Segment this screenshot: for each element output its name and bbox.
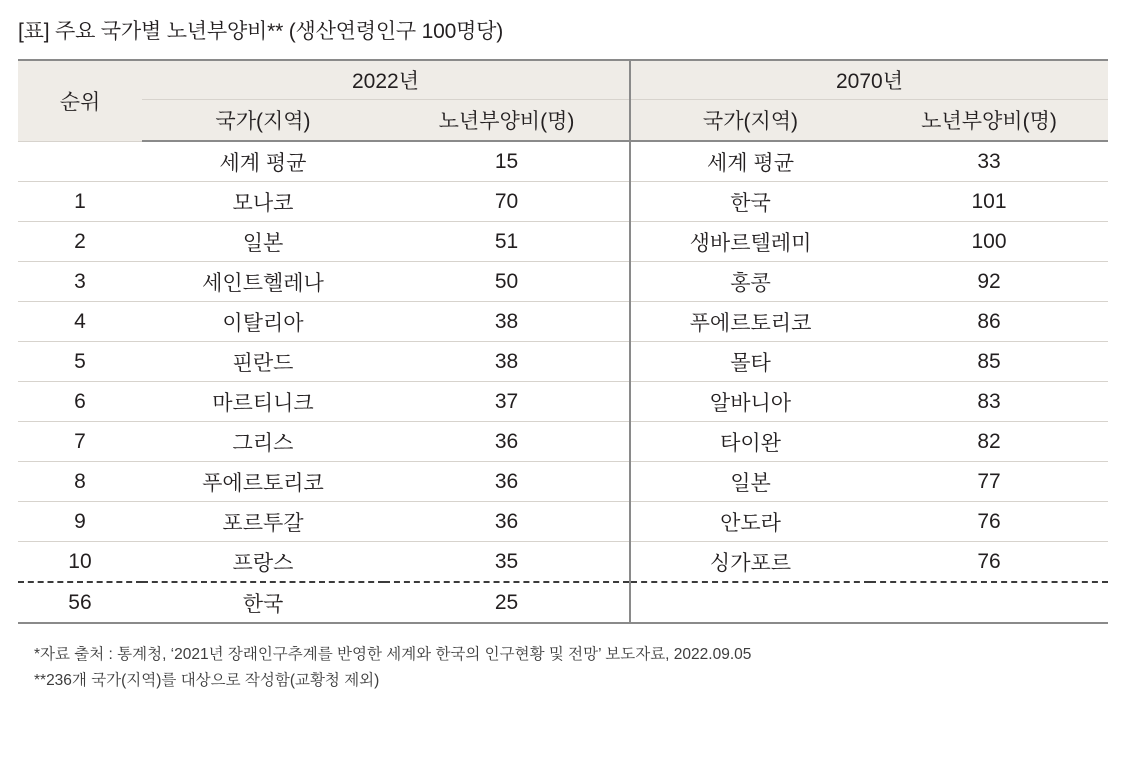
cell-country-2070: 몰타 (630, 342, 870, 382)
cell-country-2022: 핀란드 (142, 342, 384, 382)
table-row (18, 422, 1108, 462)
cell-country-2070: 싱가포르 (630, 542, 870, 583)
cell-ratio-2022: 38 (384, 342, 630, 382)
cell-ratio-2022: 15 (384, 141, 630, 182)
cell-ratio-2022: 70 (384, 182, 630, 222)
cell-rank: 3 (18, 262, 142, 302)
cell-ratio-2070: 101 (870, 182, 1108, 222)
column-header-group-2070: 2070년 (630, 60, 1108, 100)
cell-ratio-2070: 92 (870, 262, 1108, 302)
cell-rank: 1 (18, 182, 142, 222)
cell-country-2070: 생바르텔레미 (630, 222, 870, 262)
footnote-source: *자료 출처 : 통계청, ‘2021년 장래인구추계를 반영한 세계와 한국의 인구현황 및 전망’ 보도자료, 2022.09.05 (34, 646, 752, 664)
cell-rank: 5 (18, 342, 142, 382)
cell-country-2022: 모나코 (142, 182, 384, 222)
table-row (18, 382, 1108, 422)
cell-ratio-2070: 76 (870, 542, 1108, 583)
cell-country-2022: 프랑스 (142, 542, 384, 583)
cell-country-2070: 푸에르토리코 (630, 302, 870, 342)
table-row (18, 262, 1108, 302)
table-header-sub-row (18, 100, 1108, 142)
cell-ratio-2022: 36 (384, 502, 630, 542)
cell-ratio-2070: 76 (870, 502, 1108, 542)
table-row (18, 502, 1108, 542)
cell-ratio-2070: 82 (870, 422, 1108, 462)
cell-ratio-2070 (870, 582, 1108, 623)
column-header-country-2070: 국가(지역) (630, 100, 870, 142)
cell-ratio-2070: 100 (870, 222, 1108, 262)
column-header-group-2022: 2022년 (142, 60, 630, 100)
cell-ratio-2022: 50 (384, 262, 630, 302)
cell-country-2022: 푸에르토리코 (142, 462, 384, 502)
column-header-country-2022: 국가(지역) (142, 100, 384, 142)
cell-rank (18, 141, 142, 182)
cell-ratio-2022: 37 (384, 382, 630, 422)
table-row (18, 582, 1108, 623)
cell-ratio-2022: 36 (384, 422, 630, 462)
cell-ratio-2070: 77 (870, 462, 1108, 502)
table-header-group-row (18, 60, 1108, 100)
cell-ratio-2022: 36 (384, 462, 630, 502)
cell-country-2070: 한국 (630, 182, 870, 222)
cell-rank: 6 (18, 382, 142, 422)
cell-country-2022: 한국 (142, 582, 384, 623)
cell-country-2070: 세계 평균 (630, 141, 870, 182)
cell-country-2022: 세계 평균 (142, 141, 384, 182)
cell-country-2022: 포르투갈 (142, 502, 384, 542)
cell-country-2022: 마르티니크 (142, 382, 384, 422)
cell-ratio-2022: 51 (384, 222, 630, 262)
cell-rank: 10 (18, 542, 142, 583)
table-row (18, 222, 1108, 262)
footnotes (34, 642, 1094, 693)
table-row (18, 302, 1108, 342)
old-age-dependency-table (18, 59, 1108, 624)
cell-country-2070: 타이완 (630, 422, 870, 462)
cell-country-2070: 알바니아 (630, 382, 870, 422)
cell-ratio-2070: 86 (870, 302, 1108, 342)
cell-ratio-2070: 33 (870, 141, 1108, 182)
cell-rank: 56 (18, 582, 142, 623)
cell-rank: 2 (18, 222, 142, 262)
cell-country-2022: 일본 (142, 222, 384, 262)
table-row (18, 342, 1108, 382)
cell-country-2070 (630, 582, 870, 623)
cell-country-2070: 홍콩 (630, 262, 870, 302)
table-row (18, 141, 1108, 182)
cell-country-2070: 일본 (630, 462, 870, 502)
table-row (18, 542, 1108, 583)
cell-country-2022: 그리스 (142, 422, 384, 462)
cell-ratio-2070: 85 (870, 342, 1108, 382)
footnote-scope: **236개 국가(지역)를 대상으로 작성함(교황청 제외) (34, 671, 380, 689)
cell-country-2070: 안도라 (630, 502, 870, 542)
cell-rank: 8 (18, 462, 142, 502)
cell-ratio-2022: 38 (384, 302, 630, 342)
cell-ratio-2070: 83 (870, 382, 1108, 422)
column-header-ratio-2070: 노년부양비(명) (870, 100, 1108, 142)
table-body (18, 141, 1108, 623)
table-head (18, 60, 1108, 141)
cell-country-2022: 이탈리아 (142, 302, 384, 342)
cell-country-2022: 세인트헬레나 (142, 262, 384, 302)
cell-ratio-2022: 25 (384, 582, 630, 623)
cell-rank: 4 (18, 302, 142, 342)
column-header-rank: 순위 (18, 60, 142, 141)
table-row (18, 182, 1108, 222)
page-title: [표] 주요 국가별 노년부양비** (생산연령인구 100명당) (18, 20, 504, 43)
table-row (18, 462, 1108, 502)
cell-rank: 7 (18, 422, 142, 462)
cell-rank: 9 (18, 502, 142, 542)
cell-ratio-2022: 35 (384, 542, 630, 583)
column-header-ratio-2022: 노년부양비(명) (384, 100, 630, 142)
